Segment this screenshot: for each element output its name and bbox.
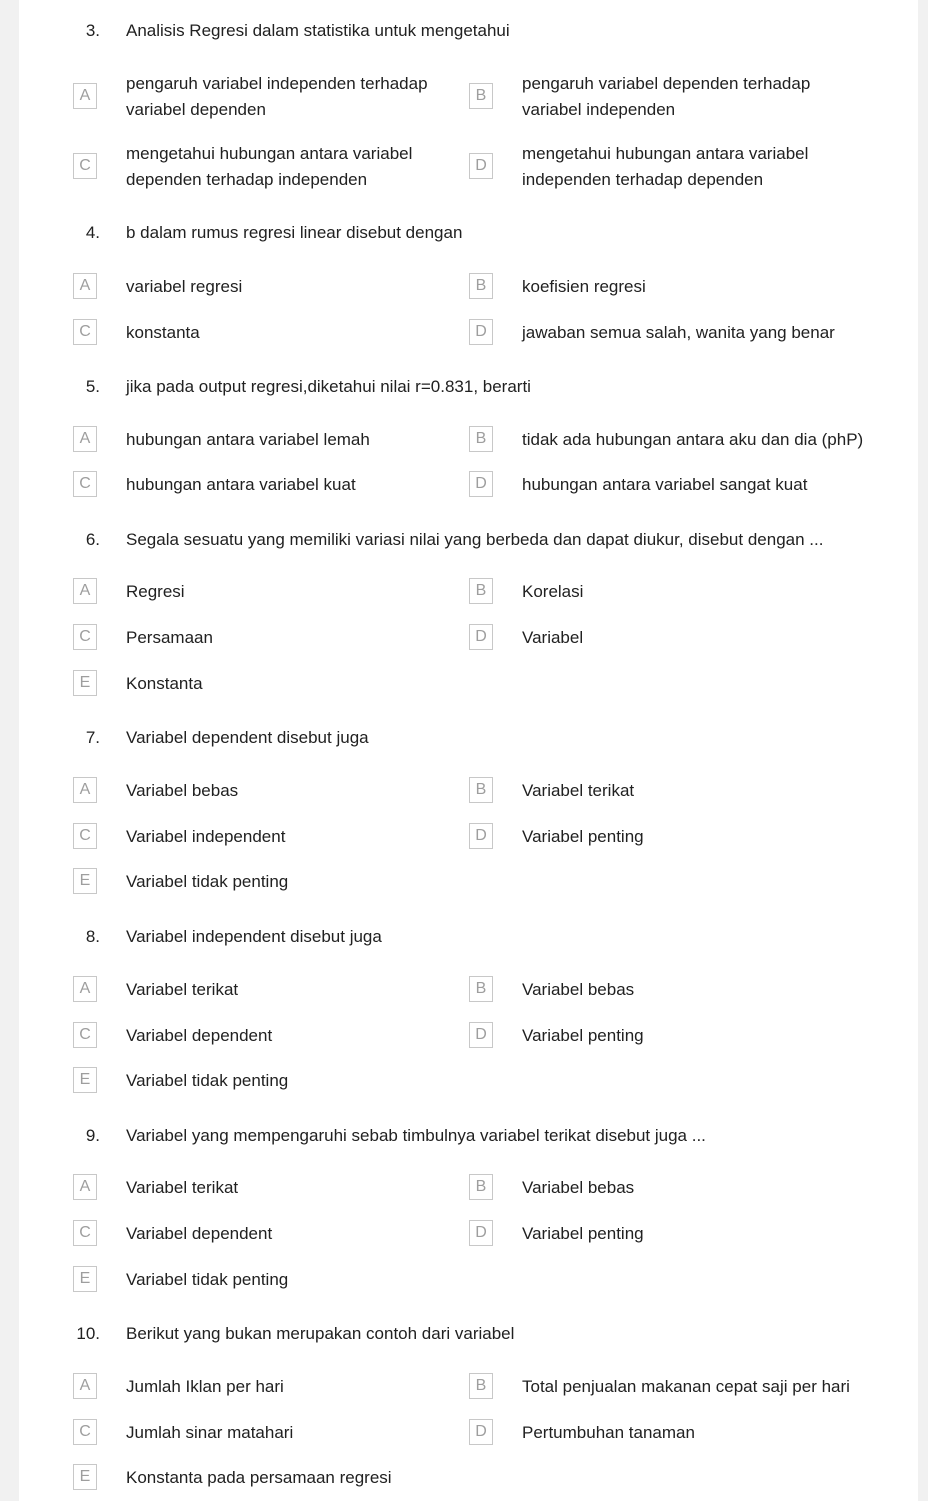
option-letter-box[interactable]: B — [469, 273, 493, 299]
option-letter-box[interactable]: A — [73, 273, 97, 299]
question-text: Analisis Regresi dalam statistika untuk mengetahui — [126, 21, 510, 40]
option-text: Variabel bebas — [522, 1178, 635, 1197]
option-text: variabel regresi — [126, 277, 243, 296]
question-6 — [19, 528, 918, 703]
option-letter-box[interactable]: A — [73, 426, 97, 452]
option-e[interactable] — [73, 1066, 463, 1096]
option-b[interactable] — [469, 1173, 889, 1203]
option-text: Variabel terikat — [522, 781, 635, 800]
option-letter-box[interactable]: C — [73, 1022, 97, 1048]
option-letter-box[interactable]: D — [469, 319, 493, 345]
option-text: Variabel terikat — [126, 980, 239, 999]
option-text: Variabel — [522, 628, 584, 647]
option-letter-box[interactable]: C — [73, 319, 97, 345]
option-c[interactable] — [73, 1021, 463, 1051]
option-c[interactable] — [73, 1418, 463, 1448]
option-letter-box[interactable]: E — [73, 868, 97, 894]
option-letter-box[interactable]: A — [73, 777, 97, 803]
option-a[interactable] — [73, 1173, 463, 1203]
option-text: hubungan antara variabel sangat kuat — [522, 475, 808, 494]
option-text: jawaban semua salah, wanita yang benar — [522, 323, 835, 342]
option-letter-box[interactable]: B — [469, 976, 493, 1002]
question-text: b dalam rumus regresi linear disebut dengan — [126, 223, 463, 242]
option-c[interactable] — [73, 144, 463, 189]
question-7 — [19, 726, 918, 901]
question-number: 7. — [85, 728, 100, 747]
option-letter-box[interactable]: B — [469, 83, 493, 109]
option-a[interactable] — [73, 272, 463, 302]
option-text: Persamaan — [126, 628, 213, 647]
option-letter-box[interactable]: A — [73, 1174, 97, 1200]
question-text: Segala sesuatu yang memiliki variasi nilai yang berbeda dan dapat diukur, disebut dengan ... — [126, 530, 824, 549]
option-letter-box[interactable]: D — [469, 1419, 493, 1445]
question-4 — [19, 221, 918, 351]
question-10 — [19, 1322, 918, 1497]
option-e[interactable] — [73, 1265, 463, 1295]
option-e[interactable] — [73, 867, 463, 897]
option-text: koefisien regresi — [522, 277, 646, 296]
option-text: Jumlah Iklan per hari — [126, 1377, 284, 1396]
question-number: 9. — [85, 1126, 100, 1145]
option-c[interactable] — [73, 623, 463, 653]
option-e[interactable] — [73, 1463, 463, 1493]
option-text: Regresi — [126, 582, 185, 601]
option-b[interactable] — [469, 74, 889, 119]
option-b[interactable] — [469, 272, 889, 302]
option-text: Variabel tidak penting — [126, 872, 289, 891]
option-text: Konstanta — [126, 674, 203, 693]
option-letter-box[interactable]: D — [469, 153, 493, 179]
option-text: tidak ada hubungan antara aku dan dia (phP) — [522, 430, 864, 449]
option-letter-box[interactable]: C — [73, 471, 97, 497]
option-letter-box[interactable]: A — [73, 976, 97, 1002]
option-b[interactable] — [469, 975, 889, 1005]
option-letter-box[interactable]: C — [73, 1220, 97, 1246]
option-letter-box[interactable]: B — [469, 578, 493, 604]
option-b[interactable] — [469, 425, 889, 455]
option-text: Variabel bebas — [522, 980, 635, 999]
option-letter-box[interactable]: D — [469, 823, 493, 849]
question-9 — [19, 1124, 918, 1299]
option-c[interactable] — [73, 318, 463, 348]
option-letter-box[interactable]: D — [469, 471, 493, 497]
option-letter-box[interactable]: B — [469, 1373, 493, 1399]
question-number: 5. — [85, 377, 100, 396]
option-text: Variabel dependent — [126, 1026, 273, 1045]
question-number: 4. — [85, 223, 100, 242]
option-text: Variabel penting — [522, 1026, 644, 1045]
question-number: 10. — [76, 1324, 100, 1343]
option-c[interactable] — [73, 1219, 463, 1249]
option-d[interactable] — [469, 470, 889, 500]
option-text: Variabel dependent — [126, 1224, 273, 1243]
option-c[interactable] — [73, 470, 463, 500]
option-letter-box[interactable]: E — [73, 1067, 97, 1093]
quiz-page — [19, 0, 918, 1501]
option-b[interactable] — [469, 776, 889, 806]
option-text: Variabel bebas — [126, 781, 239, 800]
option-letter-box[interactable]: E — [73, 1464, 97, 1490]
option-text: Jumlah sinar matahari — [126, 1423, 294, 1442]
question-number: 8. — [85, 927, 100, 946]
option-letter-box[interactable]: D — [469, 624, 493, 650]
option-text: Pertumbuhan tanaman — [522, 1423, 695, 1442]
option-text: pengaruh variabel dependen terhadap variabel independen — [522, 74, 811, 119]
option-letter-box[interactable]: C — [73, 1419, 97, 1445]
question-3 — [19, 19, 918, 194]
option-letter-box[interactable]: B — [469, 426, 493, 452]
option-letter-box[interactable]: B — [469, 1174, 493, 1200]
option-text: hubungan antara variabel lemah — [126, 430, 370, 449]
question-text: Variabel yang mempengaruhi sebab timbulnya variabel terikat disebut juga ... — [126, 1126, 706, 1145]
option-text: Variabel penting — [522, 1224, 644, 1243]
option-a[interactable] — [73, 1372, 463, 1402]
option-text: Variabel tidak penting — [126, 1071, 289, 1090]
option-text: hubungan antara variabel kuat — [126, 475, 356, 494]
option-letter-box[interactable]: A — [73, 1373, 97, 1399]
option-text: Variabel independent — [126, 827, 286, 846]
option-a[interactable] — [73, 74, 463, 119]
option-text: pengaruh variabel independen terhadap variabel dependen — [126, 74, 428, 119]
option-text: Konstanta pada persamaan regresi — [126, 1468, 392, 1487]
question-number: 3. — [85, 21, 100, 40]
option-text: Variabel penting — [522, 827, 644, 846]
option-d[interactable] — [469, 144, 889, 189]
option-text: mengetahui hubungan antara variabel independen terhadap dependen — [522, 144, 809, 189]
option-d[interactable] — [469, 822, 889, 852]
option-letter-box[interactable]: D — [469, 1220, 493, 1246]
option-letter-box[interactable]: C — [73, 823, 97, 849]
question-number: 6. — [85, 530, 100, 549]
question-text: Variabel dependent disebut juga — [126, 728, 369, 747]
option-letter-box[interactable]: A — [73, 578, 97, 604]
option-text: konstanta — [126, 323, 200, 342]
option-d[interactable] — [469, 318, 889, 348]
option-letter-box[interactable]: E — [73, 1266, 97, 1292]
option-d[interactable] — [469, 1418, 889, 1448]
option-b[interactable] — [469, 577, 889, 607]
question-5 — [19, 375, 918, 505]
question-text: Berikut yang bukan merupakan contoh dari variabel — [126, 1324, 515, 1343]
option-b[interactable] — [469, 1372, 889, 1402]
question-8 — [19, 925, 918, 1100]
option-d[interactable] — [469, 623, 889, 653]
option-c[interactable] — [73, 822, 463, 852]
option-a[interactable] — [73, 975, 463, 1005]
option-text: Total penjualan makanan cepat saji per hari — [522, 1377, 850, 1396]
option-letter-box[interactable]: C — [73, 624, 97, 650]
option-letter-box[interactable]: A — [73, 83, 97, 109]
option-d[interactable] — [469, 1021, 889, 1051]
option-text: mengetahui hubungan antara variabel dependen terhadap independen — [126, 144, 413, 189]
option-e[interactable] — [73, 669, 463, 699]
option-text: Variabel tidak penting — [126, 1270, 289, 1289]
option-letter-box[interactable]: D — [469, 1022, 493, 1048]
question-text: Variabel independent disebut juga — [126, 927, 382, 946]
option-letter-box[interactable]: B — [469, 777, 493, 803]
option-a[interactable] — [73, 776, 463, 806]
option-text: Variabel terikat — [126, 1178, 239, 1197]
option-letter-box[interactable]: C — [73, 153, 97, 179]
option-letter-box[interactable]: E — [73, 670, 97, 696]
option-a[interactable] — [73, 425, 463, 455]
option-d[interactable] — [469, 1219, 889, 1249]
question-text: jika pada output regresi,diketahui nilai r=0.831, berarti — [126, 377, 531, 396]
option-text: Korelasi — [522, 582, 584, 601]
option-a[interactable] — [73, 577, 463, 607]
